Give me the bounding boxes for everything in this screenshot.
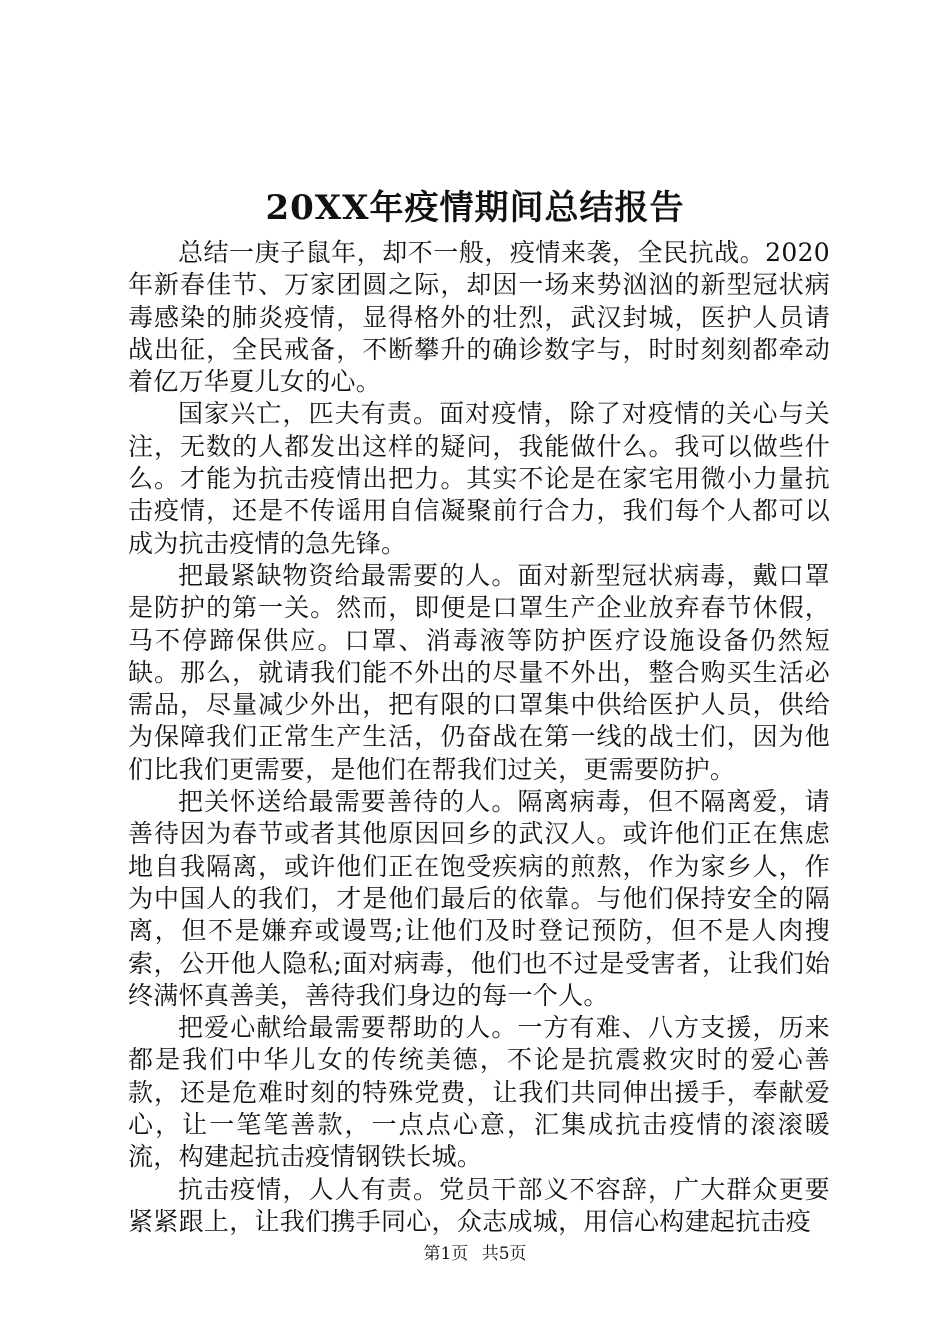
paragraph: 把关怀送给最需要善待的人。隔离病毒，但不隔离爱，请善待因为春节或者其他原因回乡的武汉人。或许他们正在焦虑地自我隔离，或许他们正在饱受疾病的煎熬，作为家乡人，作为中国人的我们，才是他们最后的依靠。与他们保持安全的隔离，但不是嫌弃或谩骂;让他们及时登记预防，但不是人肉搜索，公开他人隐私;面对病毒，他们也不过是受害者，让我们始终满怀真善美，善待我们身边的每一个人。 <box>128 787 830 1010</box>
page-number: 第1页 <box>423 1244 469 1264</box>
paragraph: 国家兴亡，匹夫有责。面对疫情，除了对疫情的关心与关注，无数的人都发出这样的疑问，我能做什么。我可以做些什么。才能为抗击疫情出把力。其实不论是在家宅用微小力量抗击疫情，还是不传谣用自信凝聚前行合力，我们每个人都可以成为抗击疫情的急先锋。 <box>128 399 830 558</box>
paragraph: 把最紧缺物资给最需要的人。面对新型冠状病毒，戴口罩是防护的第一关。然而，即便是口罩生产企业放弃春节休假，马不停蹄保供应。口罩、消毒液等防护医疗设施设备仍然短缺。那么，就请我们能不外出的尽量不外出，整合购买生活必需品，尽量减少外出，把有限的口罩集中供给医护人员，供给为保障我们正常生产生活，仍奋战在第一线的战士们，因为他们比我们更需要，是他们在帮我们过关，更需要防护。 <box>128 560 830 784</box>
paragraph: 总结一庚子鼠年，却不一般，疫情来袭，全民抗战。2020年新春佳节、万家团圆之际，却因一场来势汹汹的新型冠状病毒感染的肺炎疫情，显得格外的壮烈，武汉封城，医护人员请战出征，全民戒备，不断攀升的确诊数字与，时时刻刻都牵动着亿万华夏儿女的心。 <box>128 238 830 397</box>
page-total: 共5页 <box>481 1244 527 1264</box>
page-footer <box>0 1242 950 1266</box>
document-title: 20XX年疫情期间总结报告 <box>265 188 685 228</box>
paragraph: 把爱心献给最需要帮助的人。一方有难、八方支援，历来都是我们中华儿女的传统美德，不论是抗震救灾时的爱心善款，还是危难时刻的特殊党费，让我们共同伸出援手，奉献爱心，让一笔笔善款，一点点心意，汇集成抗击疫情的滚滚暖流，构建起抗击疫情钢铁长城。 <box>128 1013 830 1172</box>
paragraph: 抗击疫情，人人有责。党员干部义不容辞，广大群众更要紧紧跟上，让我们携手同心，众志成城，用信心构建起抗击疫 <box>128 1174 830 1236</box>
document-body <box>128 237 830 1238</box>
